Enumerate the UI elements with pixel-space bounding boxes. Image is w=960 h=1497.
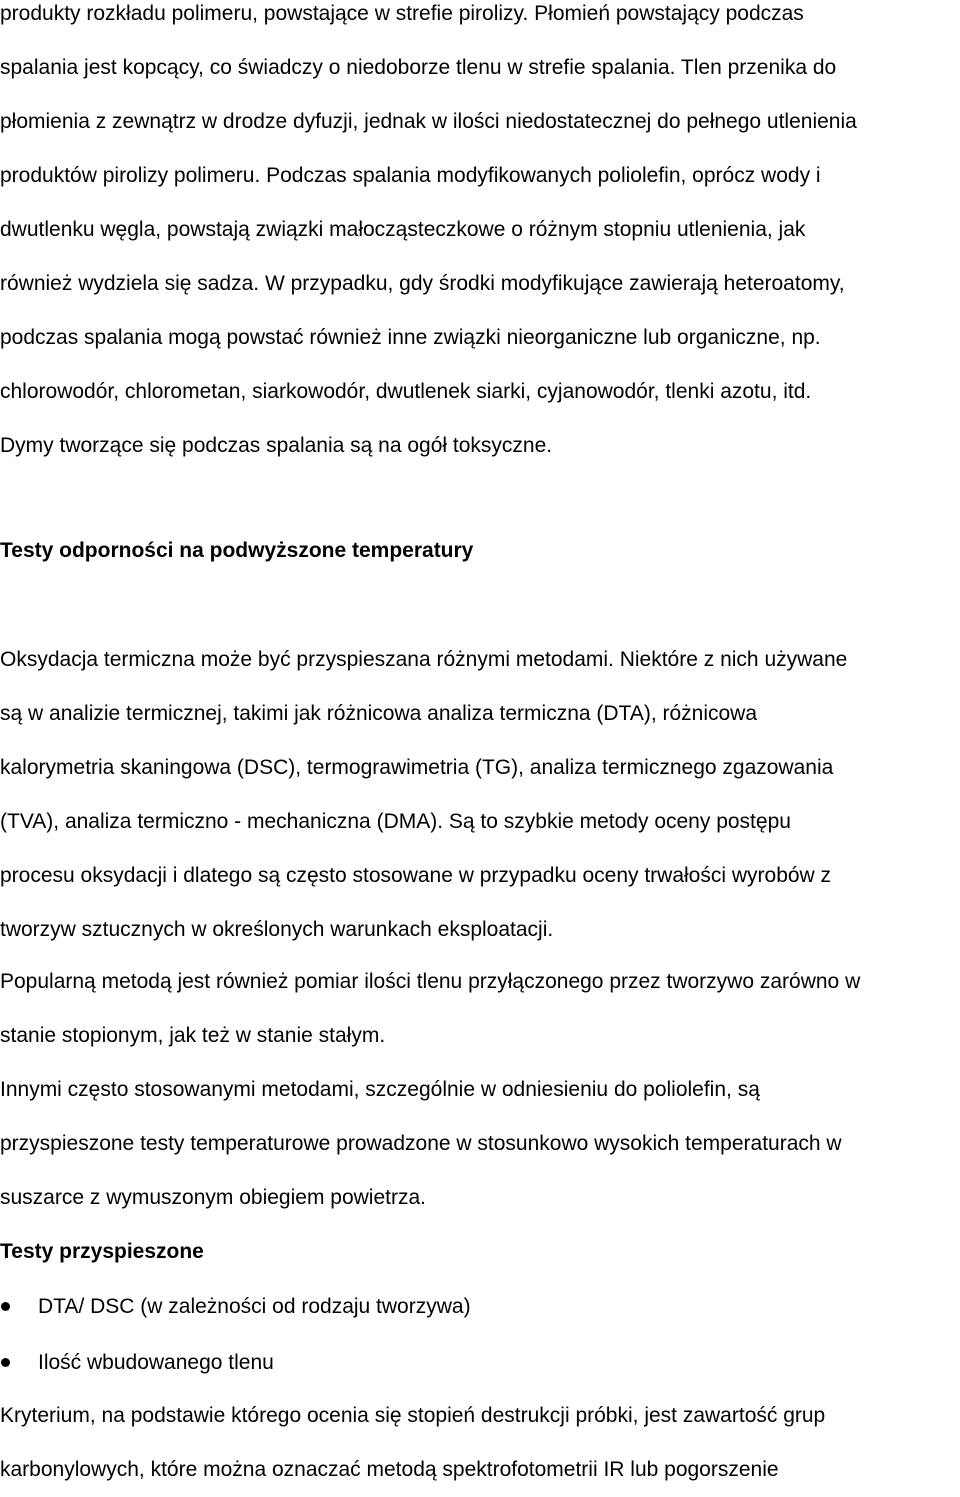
list-item [0, 1335, 960, 1391]
section-heading-temperature-tests: Testy odporności na podwyższone temperatury [0, 539, 474, 562]
text-line: płomienia z zewnątrz w drodze dyfuzji, jednak w ilości niedostatecznej do pełnego utlenienia [0, 110, 857, 133]
text-line: (TVA), analiza termiczno - mechaniczna (DMA). Są to szybkie metody oceny postępu [0, 810, 791, 833]
text-line: Dymy tworzące się podczas spalania są na ogół toksyczne. [0, 434, 553, 457]
text-line: tworzyw sztucznych w określonych warunkach eksploatacji. [0, 918, 554, 941]
paragraph-criterion [0, 1389, 960, 1497]
text-line: stanie stopionym, jak też w stanie stałym. [0, 1024, 386, 1047]
text-line: chlorowodór, chlorometan, siarkowodór, dwutlenek siarki, cyjanowodór, tlenki azotu, itd. [0, 380, 812, 403]
text-line: są w analizie termicznej, takimi jak różnicowa analiza termiczna (DTA), różnicowa [0, 702, 758, 725]
bullet-list [0, 1279, 960, 1391]
text-line: Oksydacja termiczna może być przyspieszana różnymi metodami. Niektóre z nich używane [0, 648, 848, 671]
text-line: dwutlenku węgla, powstają związki małocząsteczkowe o różnym stopniu utlenienia, jak [0, 218, 806, 241]
text-line: kalorymetria skaningowa (DSC), termograwimetria (TG), analiza termicznego zgazowania [0, 756, 834, 779]
paragraph-combustion [0, 0, 960, 473]
list-item-text: DTA/ DSC (w zależności od rodzaju tworzywa) [38, 1295, 471, 1318]
text-line: Innymi często stosowanymi metodami, szczególnie w odniesieniu do poliolefin, są [0, 1078, 760, 1101]
bullet-icon [1, 1358, 10, 1367]
text-line: również wydziela się sadza. W przypadku, gdy środki modyfikujące zawierają heteroatomy, [0, 272, 845, 295]
bullet-icon [1, 1302, 10, 1311]
paragraph-thermal-oxidation [0, 633, 960, 957]
text-line: produktów pirolizy polimeru. Podczas spalania modyfikowanych poliolefin, oprócz wody i [0, 164, 821, 187]
text-line: spalania jest kopcący, co świadczy o niedoborze tlenu w strefie spalania. Tlen przenika do [0, 56, 837, 79]
text-line: Kryterium, na podstawie którego ocenia się stopień destrukcji próbki, jest zawartość grup [0, 1404, 826, 1427]
text-line: podczas spalania mogą powstać również inne związki nieorganiczne lub organiczne, np. [0, 326, 821, 349]
text-line: suszarce z wymuszonym obiegiem powietrza. [0, 1186, 426, 1209]
paragraph-accelerated-tests-intro [0, 1063, 960, 1225]
text-line: procesu oksydacji i dlatego są często stosowane w przypadku oceny trwałości wyrobów z [0, 864, 832, 887]
section-heading-accelerated-tests: Testy przyspieszone [0, 1240, 204, 1263]
list-item-text: Ilość wbudowanego tlenu [38, 1351, 274, 1374]
text-line: produkty rozkładu polimeru, powstające w strefie pirolizy. Płomień powstający podczas [0, 2, 804, 25]
text-line: przyspieszone testy temperaturowe prowadzone w stosunkowo wysokich temperaturach w [0, 1132, 842, 1155]
paragraph-oxygen-measurement [0, 955, 960, 1063]
text-line: karbonylowych, które można oznaczać metodą spektrofotometrii IR lub pogorszenie [0, 1458, 779, 1481]
list-item [0, 1279, 960, 1335]
text-line: Popularną metodą jest również pomiar ilości tlenu przyłączonego przez tworzywo zarówno w [0, 970, 861, 993]
